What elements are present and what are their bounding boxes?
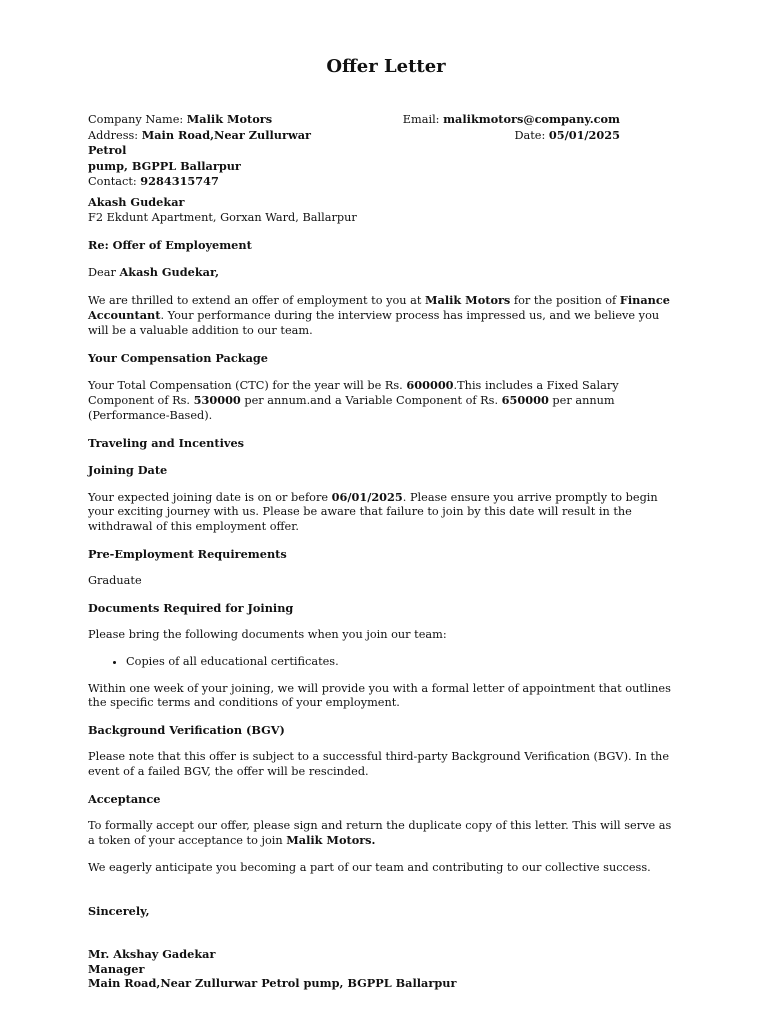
- travel-heading: Traveling and Incentives: [88, 435, 244, 450]
- date-label: Date:: [514, 128, 549, 142]
- joining-text-1: Your expected joining date is on or before: [88, 490, 332, 504]
- letter-body: [88, 195, 680, 991]
- closing-text: We eagerly anticipate you becoming a part of our team and contributing to our collective success.: [88, 861, 651, 874]
- bgv-text: Please note that this offer is subject to a successful third-party Background Verification (BGV). In the event of a failed BGV, the offer will be rescinded.: [88, 750, 670, 778]
- company-name-line: [88, 112, 348, 128]
- company-details: [88, 112, 348, 190]
- email-label: Email:: [402, 113, 444, 126]
- date-line: [360, 128, 620, 144]
- joining-date: 06/01/2025: [331, 489, 403, 504]
- ctc-amount: 600000: [406, 377, 454, 392]
- acceptance-heading: Acceptance: [88, 791, 161, 806]
- compensation-paragraph: [88, 378, 680, 424]
- compensation-text-4: per annum (Performance-Based).: [88, 394, 615, 422]
- compensation-heading: Your Compensation Package: [88, 350, 268, 365]
- joining-paragraph: [88, 490, 680, 535]
- intro-text-1: We are thrilled to extend an offer of employment to you at: [88, 293, 426, 307]
- documents-list: [88, 655, 680, 670]
- documents-heading: Documents Required for Joining: [88, 600, 294, 615]
- joining-text-2: . Please ensure you arrive promptly to begin your exciting journey with us. Please be aware that failure to join by this date will result in the withdrawal of this employment offer.: [88, 490, 658, 533]
- email-date-block: [360, 112, 620, 143]
- company-address-label: Address:: [88, 128, 142, 142]
- email-line: [360, 112, 620, 128]
- requirements-heading: Pre-Employment Requirements: [88, 546, 287, 561]
- company-contact-label: Contact:: [88, 175, 141, 188]
- spacer: [88, 888, 680, 904]
- documents-intro: Please bring the following documents when you join our team:: [88, 627, 447, 641]
- subject-line: Re: Offer of Employement: [88, 237, 252, 252]
- joining-heading: Joining Date: [88, 462, 168, 477]
- company-name-label: Company Name:: [88, 113, 187, 126]
- intro-company: Malik Motors: [425, 292, 511, 307]
- signoff: Sincerely,: [88, 904, 150, 918]
- compensation-text-3: per annum.and a Variable Component of Rs.: [240, 394, 502, 407]
- company-email: malikmotors@company.com: [443, 112, 620, 126]
- company-contact-line: [88, 174, 348, 190]
- salutation-prefix: Dear: [88, 265, 120, 279]
- requirements-text: Graduate: [88, 573, 142, 587]
- signatory-block: [88, 947, 680, 991]
- fixed-amount: 530000: [193, 393, 241, 407]
- intro-position: Finance Accountant: [88, 292, 670, 322]
- company-contact: 9284315747: [140, 174, 219, 188]
- recipient-address: F2 Ekdunt Apartment, Gorxan Ward, Ballarpur: [88, 210, 357, 224]
- compensation-text-1: Your Total Compensation (CTC) for the year will be Rs.: [88, 378, 407, 392]
- signatory-title: Manager: [88, 961, 145, 976]
- company-address-line: [88, 128, 348, 159]
- intro-text-2: for the position of: [510, 293, 620, 307]
- spacer: [88, 931, 680, 947]
- intro-text-3: . Your performance during the interview process has impressed us, and we believe you will be a valuable addition to our team.: [88, 309, 660, 337]
- salutation: [88, 265, 680, 281]
- company-name: Malik Motors: [186, 112, 273, 126]
- list-item: • Copies of all educational certificates.: [126, 655, 680, 670]
- recipient-name: Akash Gudekar: [88, 195, 185, 209]
- company-address-line2-row: [88, 159, 348, 175]
- intro-paragraph: [88, 293, 680, 339]
- compensation-text-2: .This includes a Fixed Salary Component of Rs.: [88, 378, 619, 407]
- bgv-heading: Background Verification (BGV): [88, 723, 285, 737]
- page-title: Offer Letter: [326, 56, 446, 77]
- acceptance-company: Malik Motors.: [286, 833, 376, 847]
- variable-amount: 650000: [501, 393, 549, 407]
- acceptance-text: To formally accept our offer, please sign and return the duplicate copy of this letter. This will serve as a token of your acceptance to join: [88, 818, 672, 847]
- documents-followup: Within one week of your joining, we will provide you with a formal letter of appointment that outlines the specific terms and conditions of your employment.: [88, 681, 671, 709]
- company-address-line1: Main Road,Near Zullurwar Petrol: [88, 127, 311, 157]
- acceptance-paragraph: [88, 819, 680, 849]
- signatory-name: Mr. Akshay Gadekar: [88, 947, 216, 961]
- company-address-line2: pump, BGPPL Ballarpur: [88, 158, 241, 173]
- recipient-block: [88, 195, 680, 225]
- letter-date: 05/01/2025: [548, 127, 620, 142]
- signatory-address: Main Road,Near Zullurwar Petrol pump, BGPPL Ballarpur: [88, 976, 457, 990]
- salutation-name: Akash Gudekar,: [119, 264, 220, 279]
